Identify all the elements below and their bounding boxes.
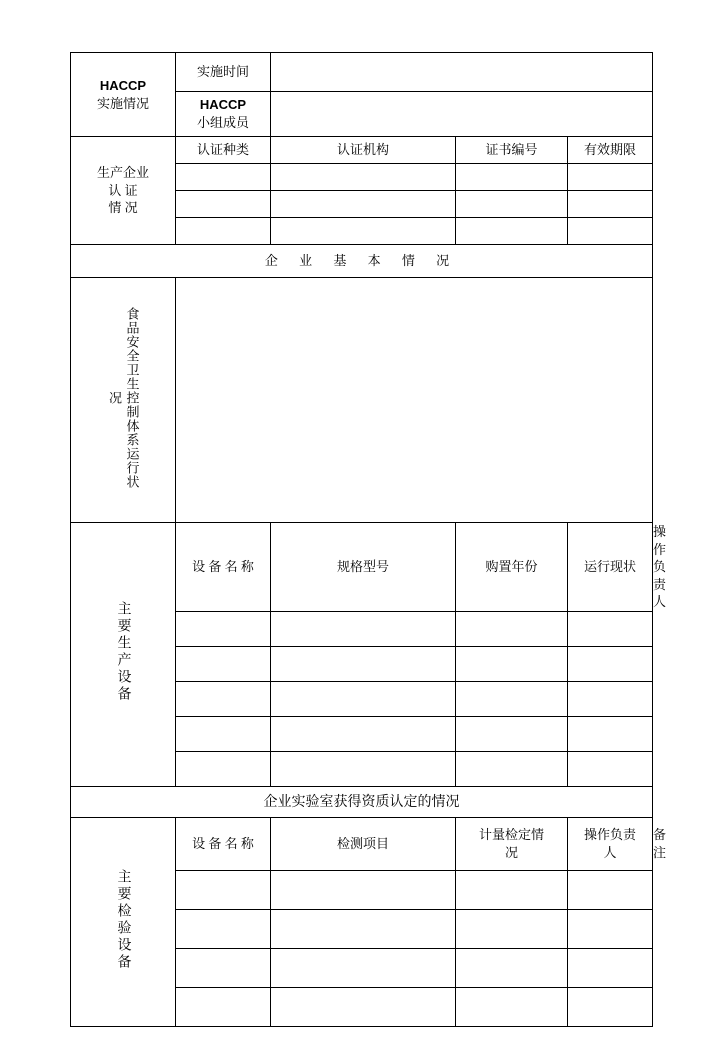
main-equipment-cell-year[interactable] [456, 751, 568, 786]
certification-cell-type[interactable] [176, 191, 271, 218]
certification-cell-type[interactable] [176, 218, 271, 245]
haccp-team-members-value[interactable] [271, 92, 653, 137]
food-safety-value[interactable] [176, 278, 653, 523]
main-equipment-cell-name[interactable] [176, 646, 271, 681]
certification-cell-cert-no[interactable] [456, 164, 568, 191]
main-equipment-cell-name[interactable] [176, 751, 271, 786]
certification-cell-validity[interactable] [568, 191, 653, 218]
main-equipment-header-status: 运行现状 [568, 523, 653, 612]
inspection-header-metrology-line2: 况 [504, 844, 518, 860]
haccp-team-label-line1: HACCP [199, 97, 247, 113]
table-row [71, 245, 653, 278]
certification-cell-validity[interactable] [568, 164, 653, 191]
certification-cell-validity[interactable] [568, 218, 653, 245]
table-row: 主要生产设备 设 备 名 称 规格型号 购置年份 运行现状 操作 负责 人 [71, 523, 653, 612]
section-title-lab-qualification: 企业实验室获得资质认定的情况 [71, 786, 653, 817]
main-equipment-cell-spec[interactable] [271, 751, 456, 786]
inspection-equipment-cell-item[interactable] [271, 909, 456, 948]
inspection-equipment-cell-name[interactable] [176, 948, 271, 987]
haccp-team-label-line2: 小组成员 [196, 115, 249, 130]
inspection-equipment-cell-item[interactable] [271, 870, 456, 909]
main-equipment-cell-spec[interactable] [271, 646, 456, 681]
certification-label-line3: 情 况 [108, 200, 138, 216]
haccp-label-line1: HACCP [99, 77, 147, 93]
inspection-equipment-cell-name[interactable] [176, 987, 271, 1026]
main-equipment-cell-year[interactable] [456, 646, 568, 681]
inspection-equipment-cell-operator[interactable] [568, 948, 653, 987]
inspection-equipment-cell-operator[interactable] [568, 870, 653, 909]
inspection-equipment-header-operator [568, 817, 653, 870]
main-equipment-cell-status[interactable] [568, 611, 653, 646]
certification-header-validity: 有效期限 [568, 137, 653, 164]
haccp-row-label [71, 53, 176, 137]
certification-label-line1: 生产企业 [96, 165, 149, 181]
main-equipment-cell-status[interactable] [568, 751, 653, 786]
main-equipment-label-text: 主要生产设备 [115, 601, 131, 704]
inspection-equipment-cell-metrology[interactable] [456, 987, 568, 1026]
certification-header-cert-no: 证书编号 [456, 137, 568, 164]
main-equipment-header-year: 购置年份 [456, 523, 568, 612]
main-equipment-cell-status[interactable] [568, 681, 653, 716]
inspection-equipment-cell-item[interactable] [271, 948, 456, 987]
section-title-basic-info: 企 业 基 本 情 况 [71, 245, 653, 278]
certification-cell-cert-no[interactable] [456, 218, 568, 245]
inspection-equipment-cell-metrology[interactable] [456, 909, 568, 948]
certification-cell-agency[interactable] [271, 191, 456, 218]
main-equipment-cell-spec[interactable] [271, 681, 456, 716]
inspection-equipment-label [71, 817, 176, 1026]
inspection-header-metrology-line1: 计量检定情 [478, 827, 544, 843]
certification-cell-agency[interactable] [271, 164, 456, 191]
main-equipment-cell-name[interactable] [176, 681, 271, 716]
inspection-equipment-cell-name[interactable] [176, 870, 271, 909]
inspection-header-operator-line2: 人 [603, 844, 617, 860]
certification-label-line2: 认 证 [108, 182, 138, 198]
inspection-equipment-label-text: 主要检验设备 [115, 868, 131, 971]
inspection-equipment-header-item: 检测项目 [271, 817, 456, 870]
inspection-equipment-cell-metrology[interactable] [456, 948, 568, 987]
form-page [70, 52, 667, 1027]
table-row: 主要检验设备 设 备 名 称 检测项目 计量检定情 况 操作负责 人 备 注 [71, 817, 653, 870]
inspection-equipment-cell-name[interactable] [176, 909, 271, 948]
inspection-equipment-cell-metrology[interactable] [456, 870, 568, 909]
table-row [71, 53, 653, 92]
main-equipment-cell-year[interactable] [456, 716, 568, 751]
certification-cell-agency[interactable] [271, 218, 456, 245]
main-equipment-cell-year[interactable] [456, 611, 568, 646]
haccp-team-members-label [176, 92, 271, 137]
food-safety-label-text: 食品安全卫生控制体系运行状况 [107, 306, 140, 489]
main-equipment-cell-status[interactable] [568, 646, 653, 681]
table-row [71, 278, 653, 523]
main-equipment-cell-year[interactable] [456, 681, 568, 716]
certification-cell-cert-no[interactable] [456, 191, 568, 218]
main-equipment-cell-spec[interactable] [271, 716, 456, 751]
inspection-equipment-header-name: 设 备 名 称 [176, 817, 271, 870]
inspection-header-operator-line1: 操作负责 [584, 827, 637, 843]
main-equipment-cell-spec[interactable] [271, 611, 456, 646]
table-row [71, 786, 653, 817]
inspection-equipment-cell-item[interactable] [271, 987, 456, 1026]
inspection-equipment-cell-operator[interactable] [568, 909, 653, 948]
main-equipment-header-name: 设 备 名 称 [176, 523, 271, 612]
main-equipment-cell-name[interactable] [176, 716, 271, 751]
haccp-implement-time-label: 实施时间 [176, 53, 271, 92]
inspection-equipment-cell-operator[interactable] [568, 987, 653, 1026]
table-row [71, 137, 653, 164]
enterprise-basic-info-form [70, 52, 667, 1027]
certification-header-agency: 认证机构 [271, 137, 456, 164]
food-safety-label [71, 278, 176, 523]
haccp-label-line2: 实施情况 [96, 95, 149, 111]
inspection-equipment-header-metrology [456, 817, 568, 870]
main-equipment-header-spec: 规格型号 [271, 523, 456, 612]
haccp-implement-time-value[interactable] [271, 53, 653, 92]
certification-header-type: 认证种类 [176, 137, 271, 164]
main-equipment-cell-name[interactable] [176, 611, 271, 646]
certification-cell-type[interactable] [176, 164, 271, 191]
main-equipment-cell-status[interactable] [568, 716, 653, 751]
certification-row-label [71, 137, 176, 245]
main-equipment-label [71, 523, 176, 787]
